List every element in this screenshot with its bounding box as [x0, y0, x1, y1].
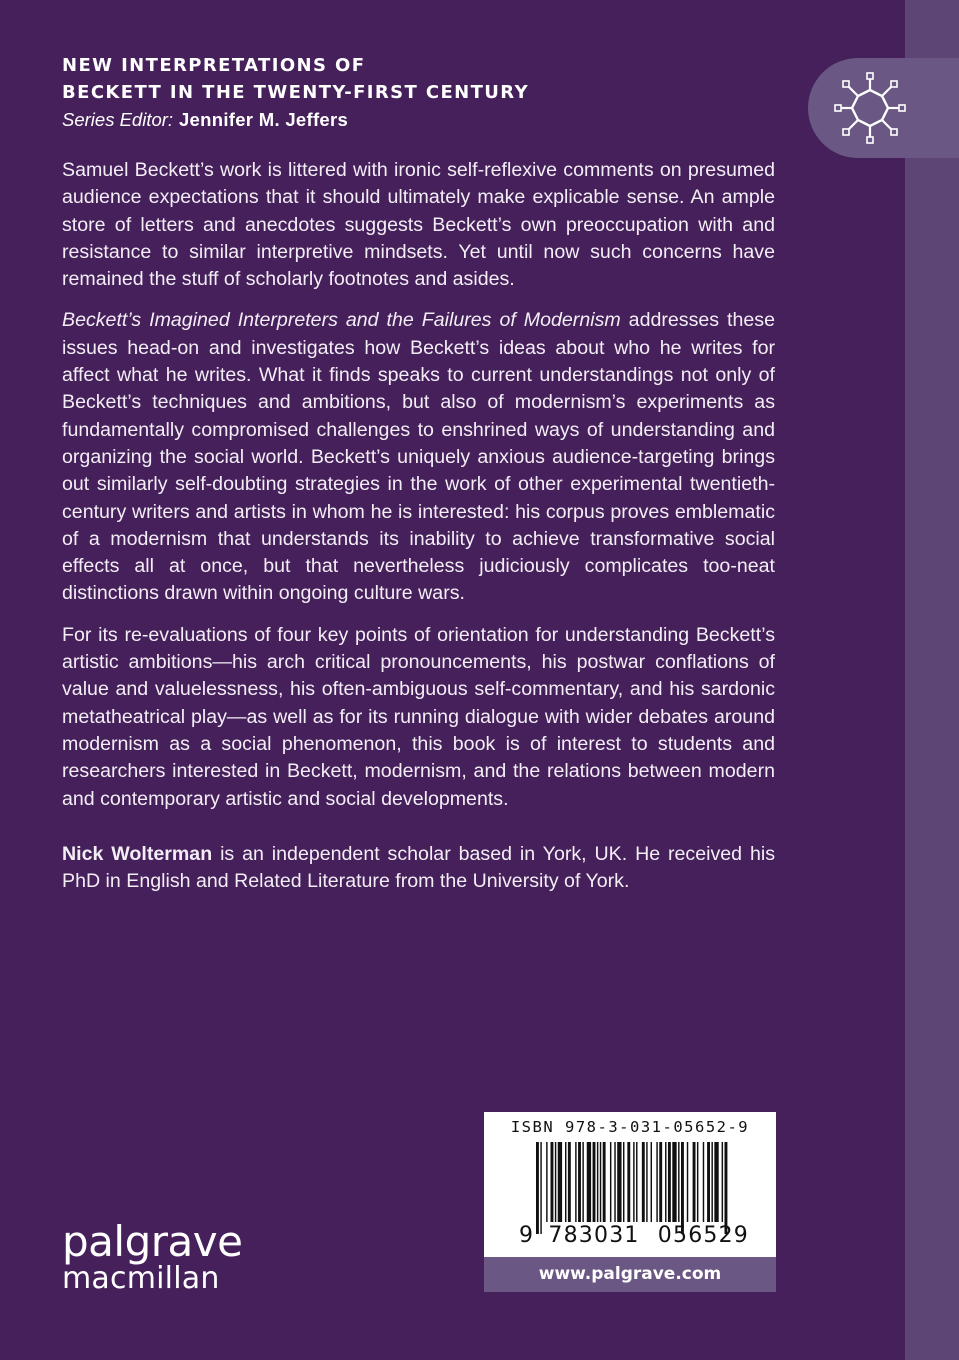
ean-first-digit: 9	[519, 1223, 535, 1248]
barcode-bar	[614, 1142, 615, 1222]
series-heading	[62, 52, 762, 135]
series-editor	[62, 106, 762, 135]
barcode-bar	[668, 1142, 671, 1222]
ean-digits	[519, 1223, 769, 1248]
publisher-name-line-1: palgrave	[62, 1217, 243, 1266]
series-editor-label: Series Editor:	[62, 109, 174, 130]
barcode-bar	[665, 1142, 666, 1222]
network-node-icon	[832, 70, 908, 146]
barcode-bar	[603, 1142, 606, 1222]
blurb	[62, 157, 775, 909]
barcode-bar	[597, 1142, 598, 1222]
barcode-bar	[593, 1142, 596, 1222]
barcode-bar	[568, 1142, 571, 1222]
barcode-bar	[540, 1142, 541, 1234]
series-editor-name: Jennifer M. Jeffers	[178, 109, 349, 130]
barcode-bar	[587, 1142, 591, 1222]
barcode-bar	[681, 1142, 684, 1234]
blurb-paragraph-2	[62, 307, 775, 607]
author-bio	[62, 841, 775, 896]
blurb-paragraph-2-text: addresses these issues head-on and investigates how Beckett’s ideas about who he writes for affect what he writes. What it finds speaks to current understandings not only of Beckett’s techniques and ambitions, but also of modernism’s experiments as fundamentally compromised challenges to enshrined ways of understanding and organizing the social world. Beckett’s uniquely anxious audience-targeting brings out similarly self-doubting strategies in the work of other experimental twentieth-century writers and artists in whom he is interested: his corpus proves emblematic of a modernism that understands its inability to achieve transformative social effects all at once, but that nevertheless judiciously complicates too-neat distinctions drawn within ongoing culture wars.	[62, 309, 775, 605]
blurb-paragraph-3: For its re-evaluations of four key points of orientation for understanding Beckett’s artistic ambitions—his arch critical pronouncements, his postwar conflations of value and valuelessness, his often-ambiguous self-commentary, and his sardonic metatheatrical play—as well as for its running dialogue with wider debates around modernism as a social phenomenon, this book is of interest to students and researchers interested in Beckett, modernism, and the relations between modern and contemporary artistic and social developments.	[62, 623, 775, 810]
ean-left-group: 783031	[548, 1223, 640, 1248]
barcode-bar	[646, 1142, 647, 1222]
series-logo-tab	[808, 58, 959, 158]
blurb-paragraph-1: Samuel Beckett’s work is littered with ironic self-reflexive comments on presumed audience expectations that it should ultimately make explicable sense. An ample store of letters and anecdotes suggests Beckett’s own preoccupation with and resistance to similar interpretive mindsets. Yet until now such concerns have remained the stuff of scholarly footnotes and asides.	[62, 159, 775, 291]
barcode-panel	[484, 1112, 776, 1292]
barcode-bar	[627, 1142, 630, 1222]
series-title-line-1: NEW INTERPRETATIONS OF	[62, 55, 366, 76]
barcode-bar	[582, 1142, 583, 1222]
barcode-bar	[656, 1142, 657, 1222]
barcode-bar	[610, 1142, 611, 1222]
barcode-bar	[600, 1142, 601, 1222]
barcode-bar	[659, 1142, 662, 1222]
barcode-bar	[707, 1142, 710, 1222]
series-title-line-2: BECKETT IN THE TWENTY-FIRST CENTURY	[62, 82, 530, 103]
barcode-bar	[558, 1142, 562, 1222]
barcode-bar	[687, 1142, 688, 1222]
barcode-bar	[578, 1142, 581, 1222]
barcode-bar	[546, 1142, 547, 1222]
barcode-bar	[703, 1142, 704, 1222]
barcode-bar	[651, 1142, 652, 1222]
publisher-name-line-2: macmillan	[62, 1261, 220, 1296]
barcode-bar	[617, 1142, 621, 1222]
barcode-bar	[722, 1142, 723, 1222]
publisher-url: www.palgrave.com	[484, 1257, 776, 1292]
barcode-bar	[642, 1142, 645, 1222]
barcode-bar	[623, 1142, 624, 1222]
ean-right-group: 056529	[657, 1223, 749, 1248]
barcode-bar	[711, 1142, 712, 1222]
barcode-bar	[693, 1142, 696, 1222]
isbn-number: ISBN 978-3-031-05652-9	[510, 1118, 750, 1136]
author-bio-text: is an independent scholar based in York, UK. He received his PhD in English and Related Literature from the University of York.	[62, 842, 776, 893]
barcode-bar	[636, 1142, 637, 1222]
publisher-logo	[62, 1217, 243, 1296]
spine-strip	[905, 0, 959, 1360]
barcode-bar	[678, 1142, 679, 1222]
barcode-bar	[575, 1142, 576, 1222]
barcode-bar	[697, 1142, 698, 1222]
barcode-bar	[672, 1142, 676, 1222]
barcode-bar	[633, 1142, 634, 1222]
author-name: Nick Wolterman	[62, 842, 213, 865]
book-title: Beckett’s Imagined Interpreters and the Failures of Modernism	[62, 309, 621, 332]
barcode-bar	[714, 1142, 718, 1222]
barcode-bar	[551, 1142, 554, 1222]
barcode-bar	[536, 1142, 539, 1234]
barcode-bar	[725, 1142, 728, 1234]
barcode-bar	[565, 1142, 566, 1222]
barcode-bar	[555, 1142, 556, 1222]
